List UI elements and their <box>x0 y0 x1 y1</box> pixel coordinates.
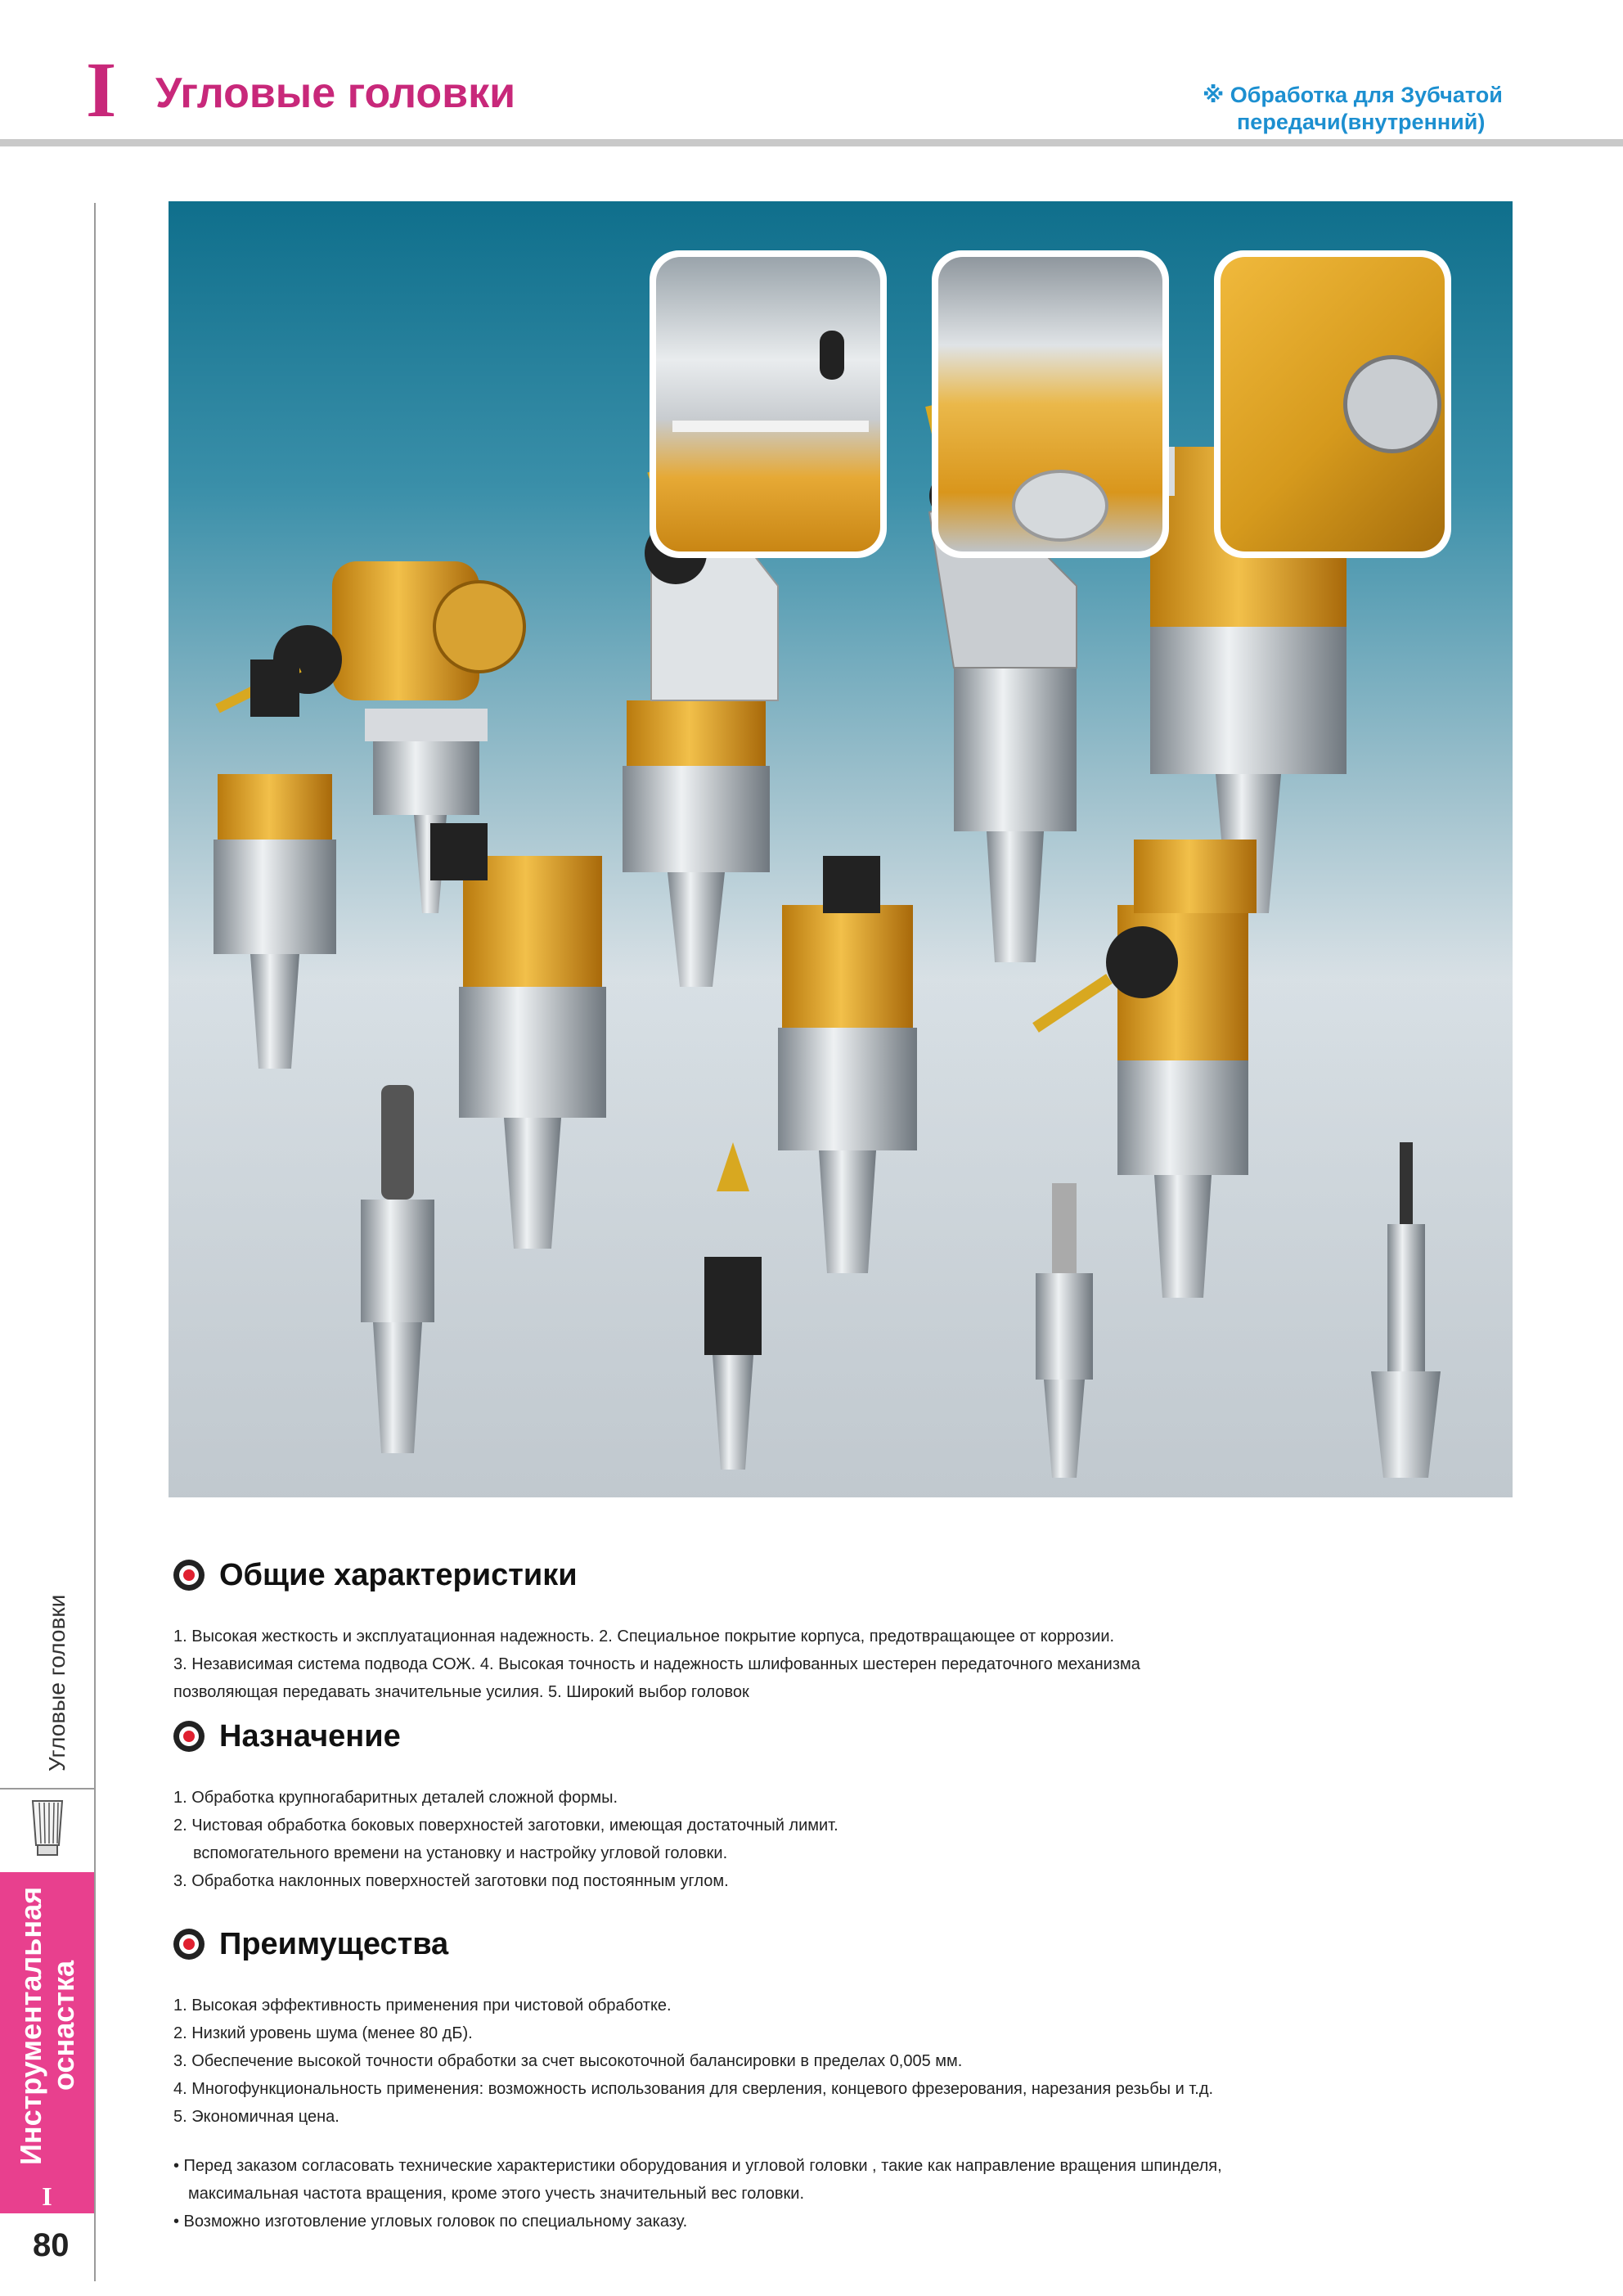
page-number: 80 <box>33 2227 70 2263</box>
list-item: 1. Высокая эффективность применения при чистовой обработке. <box>173 1997 672 2015</box>
header-rule <box>0 139 1623 146</box>
list-item: 1. Высокая жесткость и эксплуатационная надежность. 2. Специальное покрытие корпуса, предотвращающее от коррозии. <box>173 1627 1115 1645</box>
list-item: 1. Обработка крупногабаритных деталей сложной формы. <box>173 1789 618 1807</box>
target-bullet-icon <box>173 1560 205 1591</box>
section-letter: I <box>86 46 117 133</box>
general-heading <box>173 1560 578 1591</box>
note-item: максимальная частота вращения, кроме этого учесть значительный вес головки. <box>188 2185 805 2203</box>
section-tab <box>0 1872 94 2179</box>
note-item: • Возможно изготовление угловых головок по специальному заказу. <box>173 2213 688 2231</box>
list-item: 3. Обработка наклонных поверхностей заготовки под постоянным углом. <box>173 1872 729 1890</box>
page-title: Угловые головки <box>155 70 516 117</box>
list-item: 3. Обеспечение высокой точности обработки за счет высокоточной балансировки в пределах 0,005 мм. <box>173 2052 963 2070</box>
order-notes <box>173 2152 1222 2235</box>
detail-photo-1 <box>650 250 887 558</box>
general-heading-text: Общие характеристики <box>219 1558 578 1592</box>
target-bullet-icon <box>173 1929 205 1960</box>
header-note-line1: ※ Обработка для Зубчатой <box>1203 83 1503 107</box>
list-item: 2. Чистовая обработка боковых поверхностей заготовки, имеющая достаточный лимит. <box>173 1817 838 1835</box>
general-list <box>173 1623 1140 1706</box>
target-bullet-icon <box>173 1721 205 1752</box>
note-item: • Перед заказом согласовать технические характеристики оборудования и угловой головки , такие как направление вращения шпинделя, <box>173 2157 1222 2175</box>
section-tab-letter: I <box>0 2179 94 2213</box>
collet-icon <box>25 1796 70 1862</box>
sidebar-category-label: Угловые головки <box>44 1594 70 1772</box>
header-note <box>1203 82 1546 136</box>
list-item: позволяющая передавать значительные усилия. 5. Широкий выбор головок <box>173 1683 749 1701</box>
sidebar-separator <box>0 1788 94 1790</box>
purpose-list <box>173 1784 838 1895</box>
sidebar-divider <box>94 203 96 2281</box>
purpose-heading <box>173 1721 401 1752</box>
detail-photo-3 <box>1214 250 1451 558</box>
advantages-heading <box>173 1929 448 1960</box>
purpose-heading-text: Назначение <box>219 1719 401 1754</box>
advantages-list <box>173 1992 1213 2131</box>
list-item: 3. Независимая система подвода СОЖ. 4. Высокая точность и надежность шлифованных шестерен передаточного механизма <box>173 1655 1140 1673</box>
section-tab-label: Инструментальная оснастка <box>13 1886 80 2165</box>
header-note-line2: передачи(внутренний) <box>1237 110 1486 134</box>
detail-photo-2 <box>932 250 1169 558</box>
product-photo <box>169 201 1513 1497</box>
list-item: 4. Многофункциональность применения: возможность использования для сверления, концевого фрезерования, нарезания резьбы и т.д. <box>173 2080 1214 2098</box>
list-item: 5. Экономичная цена. <box>173 2108 339 2126</box>
advantages-heading-text: Преимущества <box>219 1927 449 1961</box>
list-item: 2. Низкий уровень шума (менее 80 дБ). <box>173 2024 473 2042</box>
list-item: вспомогательного времени на установку и настройку угловой головки. <box>193 1844 728 1862</box>
